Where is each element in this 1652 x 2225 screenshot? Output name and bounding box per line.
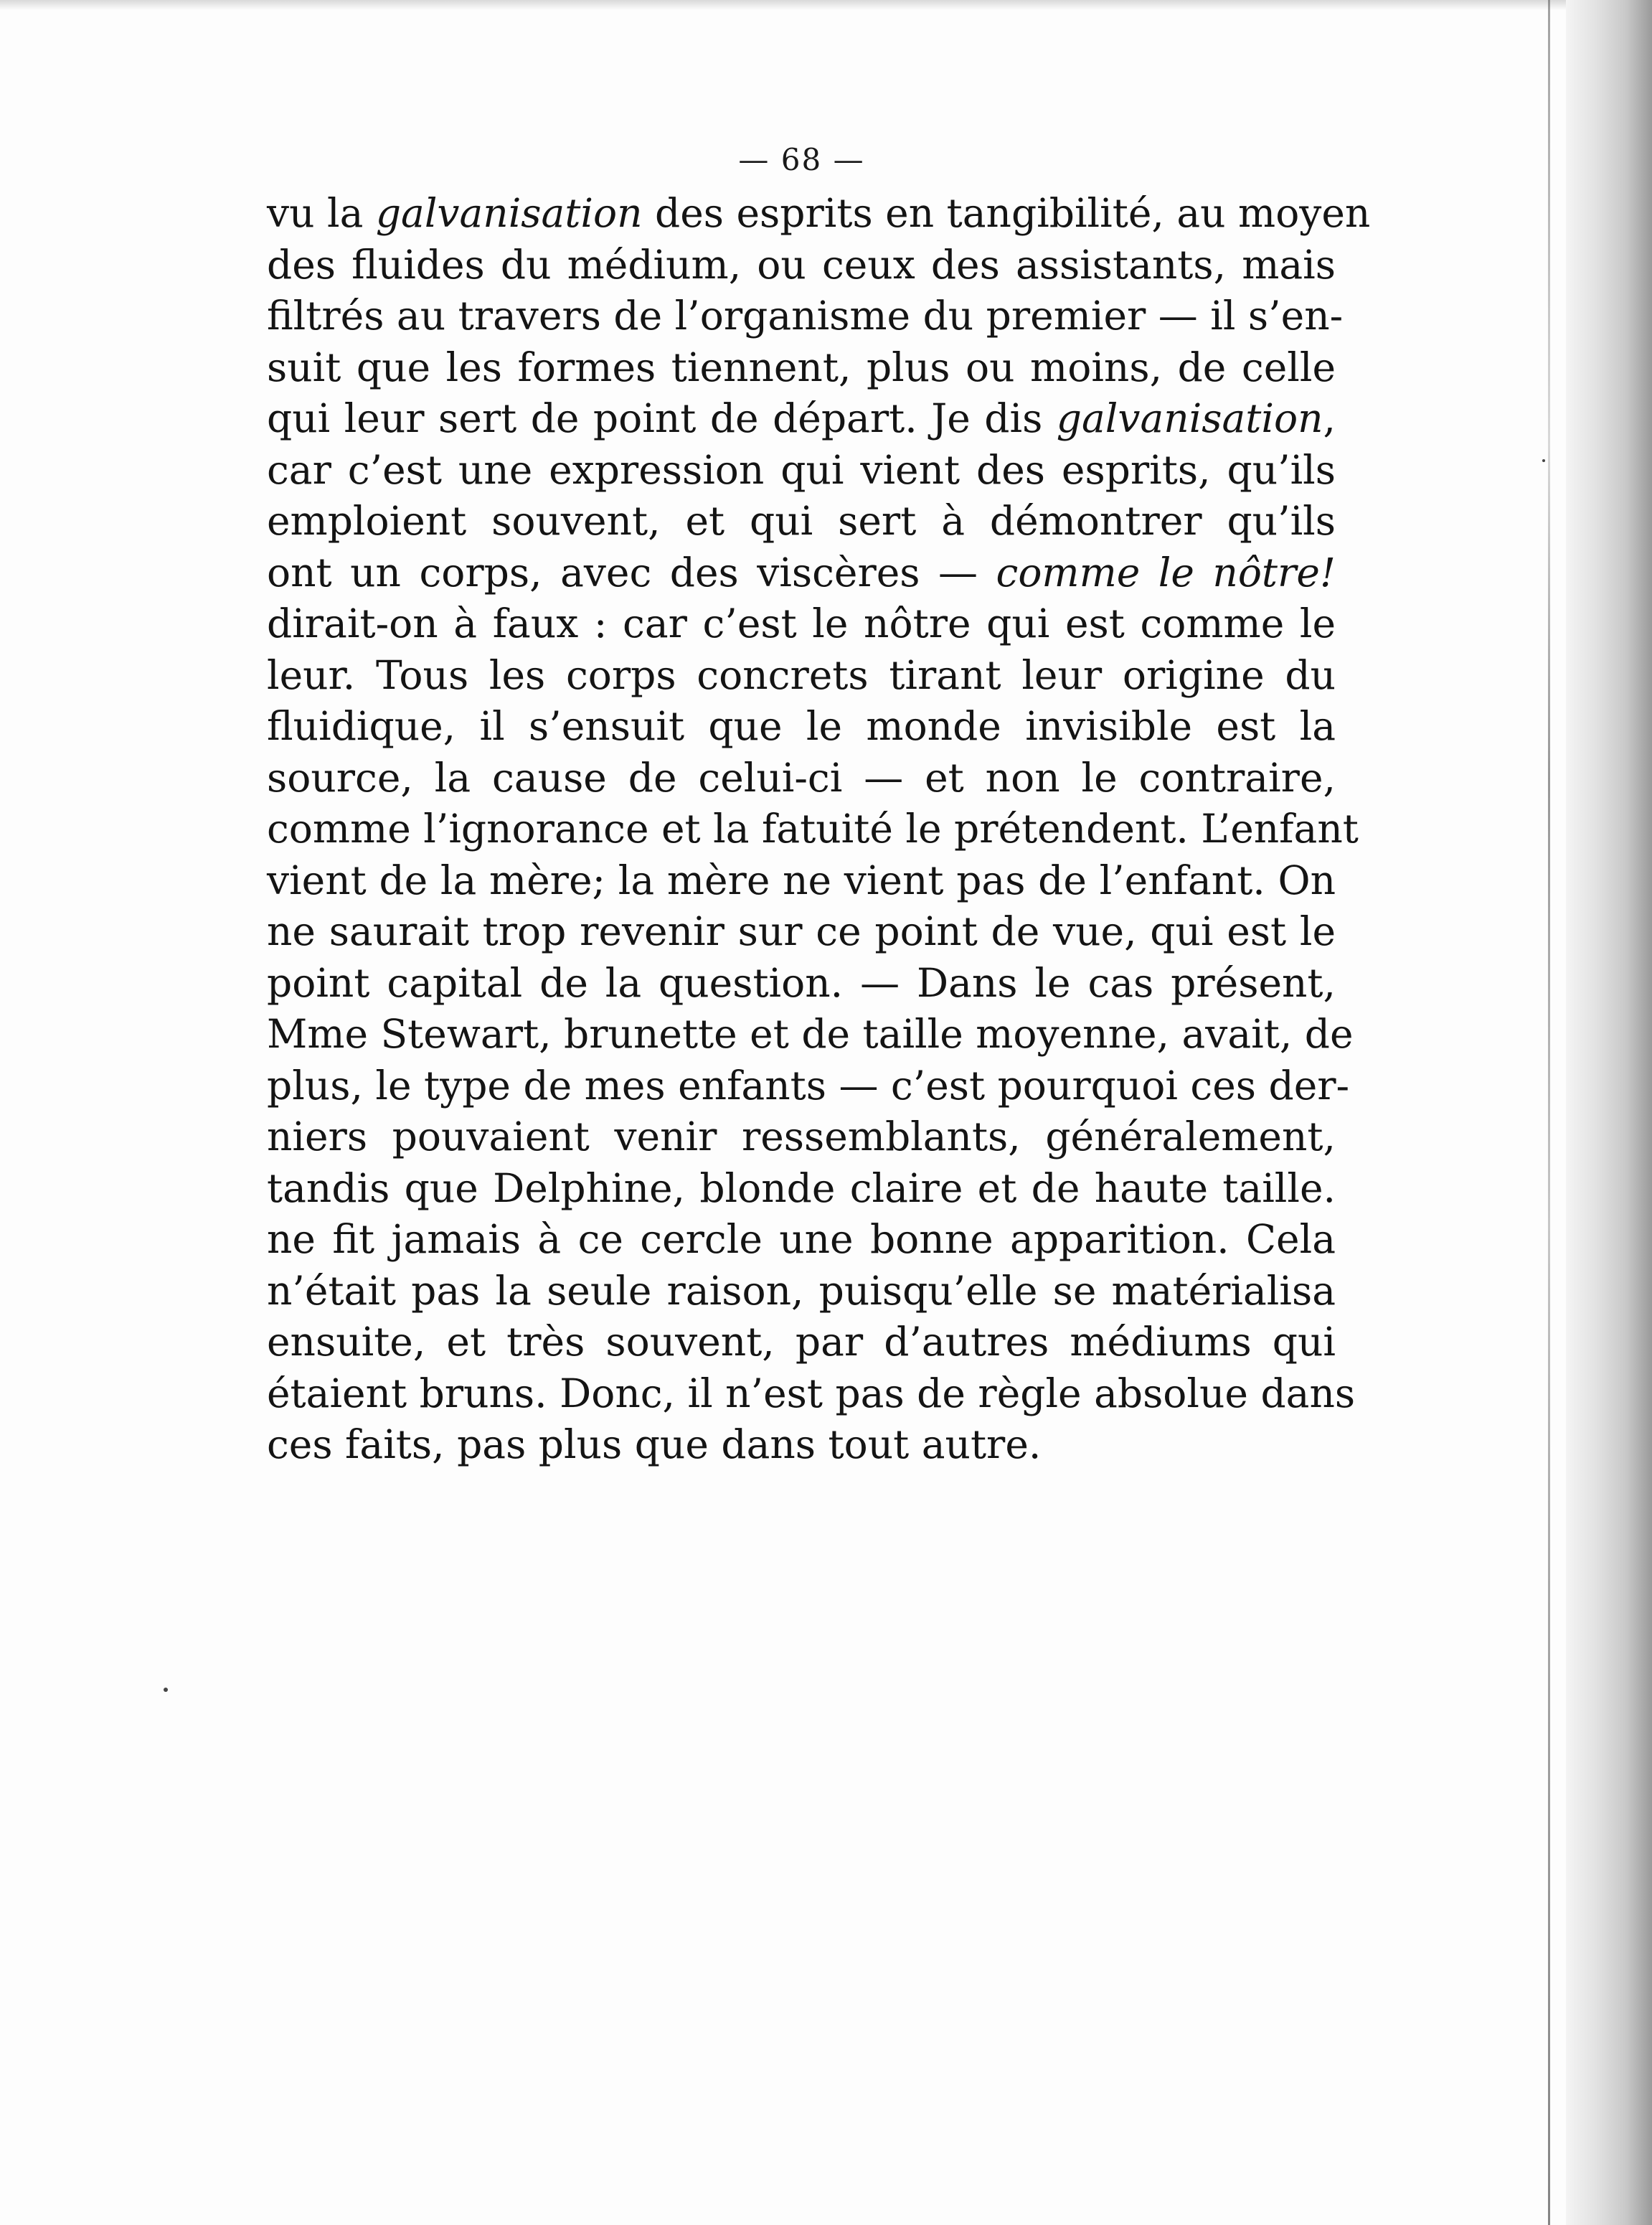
body-text: [267, 188, 1371, 1471]
text-line: [267, 804, 1359, 855]
text-line: [267, 1368, 1356, 1420]
text-run: des esprits en tangibilité, au moyen: [642, 190, 1371, 236]
text-line: [267, 650, 1336, 702]
text-run: tandis que Delphine, blonde claire et de haute taille.: [267, 1165, 1336, 1211]
text-line: [267, 701, 1336, 753]
text-run: emploient souvent, et qui sert à démontrer qu’ils: [267, 498, 1336, 544]
text-line: [267, 1009, 1354, 1060]
text-line: [267, 1317, 1336, 1368]
scan-speck: [164, 1688, 168, 1692]
text-run: ne saurait trop revenir sur ce point de vue, qui est le: [267, 908, 1336, 954]
text-line: [267, 753, 1336, 804]
text-line: [267, 1266, 1336, 1317]
text-line: [267, 906, 1336, 958]
text-run: ces faits, pas plus que dans tout autre.: [267, 1421, 1042, 1467]
text-run: n’était pas la seule raison, puisqu’elle se matérialisa: [267, 1267, 1336, 1314]
text-line: [267, 393, 1336, 445]
text-line: [267, 547, 1336, 599]
text-run: Mme Stewart, brunette et de taille moyenne, avait, de: [267, 1011, 1354, 1057]
text-line: [267, 496, 1336, 547]
text-run: niers pouvaient venir ressemblants, généralement,: [267, 1114, 1336, 1159]
text-run: ne fit jamais à ce cercle une bonne apparition. Cela: [267, 1216, 1336, 1262]
text-line: [267, 1214, 1336, 1266]
text-line: [267, 342, 1336, 394]
text-run: dirait-on à faux : car c’est le nôtre qui est comme le: [267, 601, 1336, 646]
italic-text-run: galvanisation: [375, 190, 643, 236]
scan-speck: [1542, 459, 1545, 462]
text-run: suit que les formes tiennent, plus ou moins, de celle: [267, 344, 1336, 390]
text-run: fluidique, il s’ensuit que le monde invisible est la: [267, 703, 1336, 749]
text-run: des fluides du médium, ou ceux des assistants, mais: [267, 241, 1336, 288]
page-number: — 68 —: [738, 142, 865, 177]
text-run: vu la: [267, 190, 376, 236]
text-run: source, la cause de celui-ci — et non le contraire,: [267, 754, 1336, 801]
text-line: [267, 291, 1344, 342]
scan-top-edge: [0, 0, 1652, 10]
text-line: [267, 445, 1336, 497]
text-line: [267, 958, 1336, 1010]
text-run: vient de la mère; la mère ne vient pas de l’enfant. On: [267, 857, 1336, 903]
text-run: plus, le type de mes enfants — c’est pourquoi ces der-: [267, 1062, 1350, 1109]
italic-text-run: galvanisation: [1056, 395, 1323, 441]
scan-right-edge: [1566, 0, 1652, 2225]
text-line: [267, 855, 1336, 907]
scan-binding-line: [1548, 0, 1550, 2225]
text-run: ont un corps, avec des viscères —: [267, 549, 996, 596]
text-run: ,: [1323, 395, 1336, 441]
text-run: qui leur sert de point de départ. Je dis: [267, 395, 1057, 441]
text-run: filtrés au travers de l’organisme du premier — il s’en-: [267, 293, 1344, 339]
text-line: [267, 1060, 1350, 1112]
text-line: [267, 1111, 1336, 1163]
text-run: leur. Tous les corps concrets tirant leur origine du: [267, 651, 1336, 698]
text-run: comme l’ignorance et la fatuité le prétendent. L’enfant: [267, 806, 1359, 852]
text-line: [267, 1419, 1336, 1471]
text-run: ensuite, et très souvent, par d’autres médiums qui: [267, 1319, 1336, 1365]
text-run: point capital de la question. — Dans le cas présent,: [267, 959, 1336, 1006]
text-run: étaient bruns. Donc, il n’est pas de règle absolue dans: [267, 1370, 1356, 1416]
text-line: [267, 188, 1371, 240]
italic-text-run: comme le nôtre!: [996, 549, 1336, 596]
text-line: [267, 598, 1336, 650]
text-run: car c’est une expression qui vient des esprits, qu’ils: [267, 446, 1336, 493]
text-line: [267, 240, 1336, 291]
text-line: [267, 1163, 1336, 1215]
